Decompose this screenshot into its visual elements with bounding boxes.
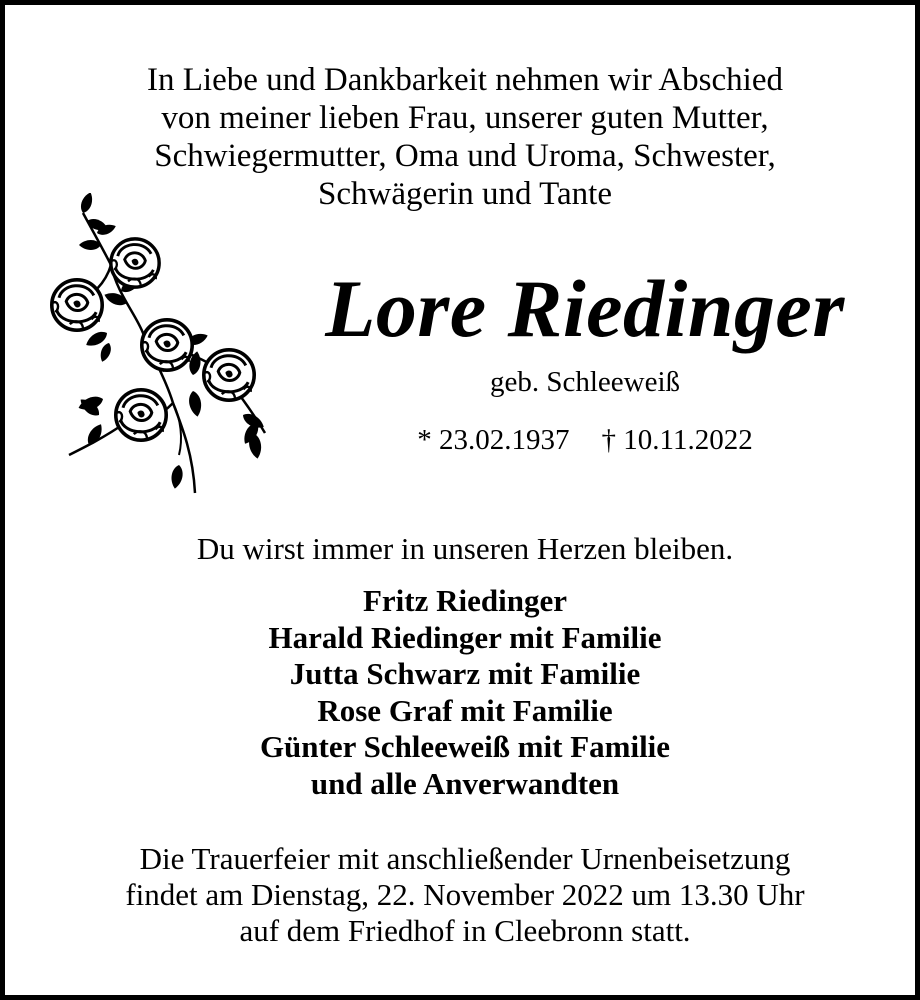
mourner: Harald Riedinger mit Familie [268, 619, 662, 655]
mourner: Rose Graf mit Familie [317, 692, 613, 728]
service-line: findet am Dienstag, 22. November 2022 um 13.30 Uhr [125, 877, 805, 912]
mourner: Jutta Schwarz mit Familie [289, 656, 641, 691]
mourner: und alle Anverwandten [310, 765, 620, 801]
service-line: auf dem Friedhof in Cleebronn statt. [239, 913, 691, 948]
death-date: † 10.11.2022 [601, 424, 753, 456]
motto: Du wirst immer in unseren Herzen bleiben. [196, 531, 734, 566]
intro-line: von meiner lieben Frau, unserer guten Mutter, [161, 100, 769, 136]
life-dates [295, 423, 875, 457]
mourner: Fritz Riedinger [362, 583, 567, 618]
birth-date: * 23.02.1937 [417, 424, 570, 456]
intro-line: Schwägerin und Tante [317, 176, 612, 212]
service-line: Die Trauerfeier mit anschließender Urnenbeisetzung [139, 841, 791, 876]
service-announcement [5, 841, 920, 949]
deceased-name: Lore Riedinger [325, 263, 845, 354]
mourner: Günter Schleeweiß mit Familie [259, 729, 671, 764]
intro-line: Schwiegermutter, Oma und Uroma, Schwester, [154, 138, 776, 174]
intro-line: In Liebe und Dankbarkeit nehmen wir Abschied [147, 62, 783, 98]
intro-text [5, 61, 920, 213]
maiden-name: geb. Schleeweiß [489, 366, 681, 398]
rose-branch-icon [43, 193, 288, 508]
mourners-list [5, 583, 920, 802]
